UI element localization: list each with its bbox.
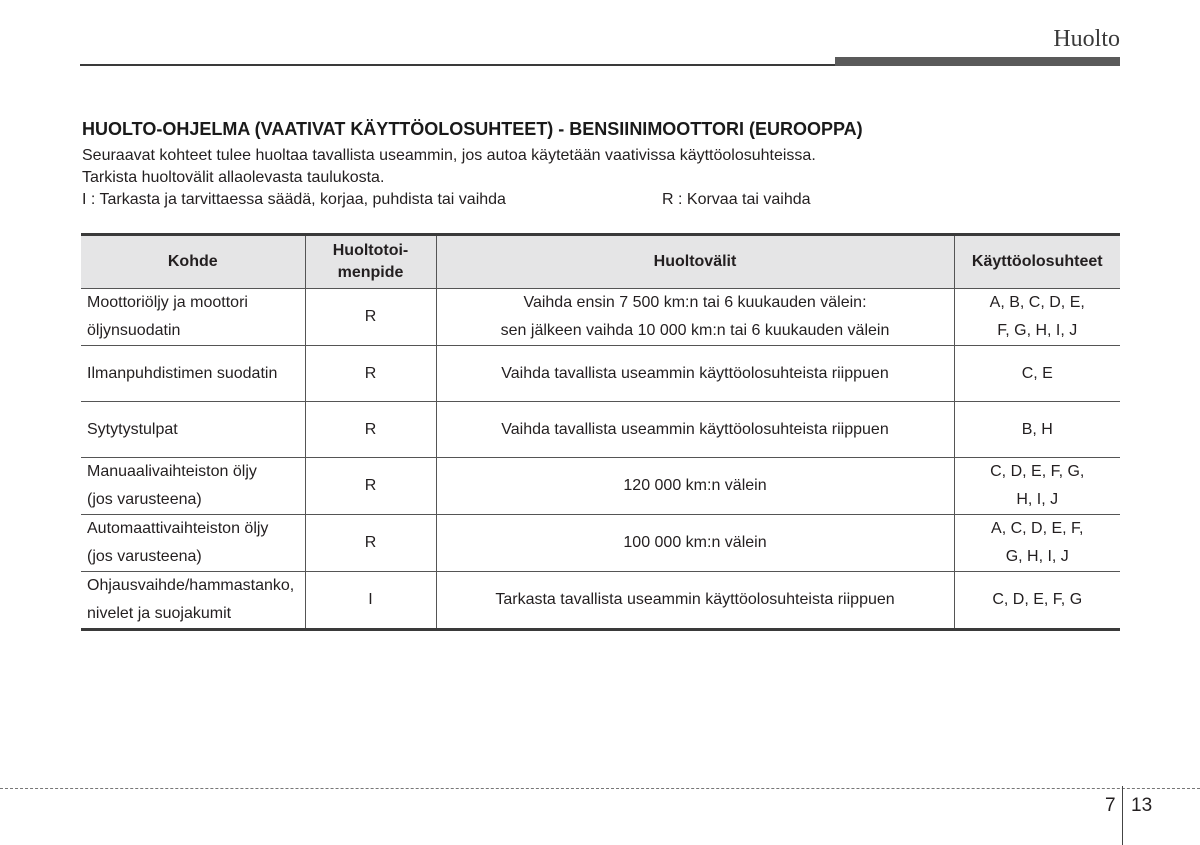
item-cell [81, 402, 305, 458]
item-cell [81, 515, 305, 572]
conditions-cell-line: C, D, E, F, G, [990, 463, 1085, 480]
conditions-cell-line: H, I, J [1016, 491, 1059, 508]
table-row [81, 289, 1120, 346]
page-number-separator [1122, 786, 1123, 845]
item-cell-line: Sytytystulpat [87, 420, 178, 438]
table-header-row [81, 235, 1120, 289]
operation-cell: R [305, 289, 436, 346]
item-cell [81, 289, 305, 346]
conditions-cell-line: C, D, E, F, G [992, 591, 1083, 608]
interval-cell-line: sen jälkeen vaihda 10 000 km:n tai 6 kuukauden välein [500, 322, 890, 339]
operation-cell: R [305, 402, 436, 458]
item-cell-line: (jos varusteena) [87, 491, 202, 508]
table-body [81, 289, 1120, 630]
table-row [81, 402, 1120, 458]
intro-line-2: Tarkista huoltovälit allaolevasta taulukosta. [82, 169, 385, 186]
item-cell-line: Ilmanpuhdistimen suodatin [87, 364, 278, 382]
item-cell-line: Manuaalivaihteiston öljy [87, 463, 257, 480]
operation-cell: R [305, 346, 436, 402]
chapter-number: 7 [1105, 795, 1116, 816]
header-operation-line-2: menpide [337, 264, 404, 281]
interval-cell-line: Vaihda tavallista useammin käyttöolosuhteista riippuen [501, 420, 889, 438]
interval-cell [436, 572, 954, 630]
table-row [81, 346, 1120, 402]
item-cell-line: (jos varusteena) [87, 548, 202, 565]
conditions-cell-line: G, H, I, J [1005, 548, 1069, 565]
legend-inspect: I : Tarkasta ja tarvittaessa säädä, korjaa, puhdista tai vaihda [82, 191, 506, 208]
page-heading: HUOLTO-OHJELMA (VAATIVAT KÄYTTÖOLOSUHTEET) - BENSIINIMOOTTORI (EUROOPPA) [82, 119, 863, 139]
header-operation [305, 235, 436, 289]
header-interval: Huoltovälit [436, 235, 954, 289]
conditions-cell-line: F, G, H, I, J [997, 322, 1078, 339]
header-conditions: Käyttöolosuhteet [954, 235, 1120, 289]
table-row [81, 572, 1120, 630]
legend-replace: R : Korvaa tai vaihda [662, 191, 811, 208]
interval-cell [436, 402, 954, 458]
footer-dashed-rule [0, 788, 1200, 789]
conditions-cell-line: C, E [1021, 364, 1053, 382]
interval-cell-line: Tarkasta tavallista useammin käyttöolosuhteista riippuen [495, 591, 895, 608]
item-cell [81, 458, 305, 515]
interval-cell-line: Vaihda tavallista useammin käyttöolosuhteista riippuen [501, 364, 889, 382]
header-operation-line-1: Huoltotoi- [332, 242, 409, 259]
conditions-cell-line: A, C, D, E, F, [991, 520, 1084, 537]
conditions-cell [954, 572, 1120, 630]
interval-cell [436, 458, 954, 515]
item-cell-line: nivelet ja suojakumit [87, 605, 232, 622]
conditions-cell [954, 402, 1120, 458]
conditions-cell-line: B, H [1021, 420, 1053, 438]
header-rule-thin [80, 64, 835, 66]
interval-cell [436, 346, 954, 402]
conditions-cell-line: A, B, C, D, E, [989, 294, 1085, 311]
conditions-cell [954, 289, 1120, 346]
interval-cell-line: 100 000 km:n välein [623, 534, 767, 551]
section-title: Huolto [1053, 26, 1120, 52]
item-cell [81, 572, 305, 630]
page-number: 13 [1131, 795, 1153, 816]
item-cell [81, 346, 305, 402]
interval-cell-line: 120 000 km:n välein [623, 477, 767, 494]
interval-cell-line: Vaihda ensin 7 500 km:n tai 6 kuukauden välein: [523, 294, 867, 311]
interval-cell [436, 515, 954, 572]
item-cell-line: öljynsuodatin [87, 322, 181, 339]
header-item: Kohde [81, 235, 305, 289]
intro-line-1: Seuraavat kohteet tulee huoltaa tavallista useammin, jos autoa käytetään vaativissa käyttöolosuhteissa. [82, 147, 816, 164]
item-cell-line: Moottoriöljy ja moottori [87, 294, 248, 311]
header-rule-thick [835, 57, 1120, 66]
item-cell-line: Ohjausvaihde/hammastanko, [87, 577, 295, 594]
maintenance-table [81, 233, 1120, 631]
conditions-cell [954, 346, 1120, 402]
operation-cell: R [305, 515, 436, 572]
interval-cell [436, 289, 954, 346]
conditions-cell [954, 458, 1120, 515]
table-row [81, 458, 1120, 515]
operation-cell: I [305, 572, 436, 630]
operation-cell: R [305, 458, 436, 515]
table-row [81, 515, 1120, 572]
item-cell-line: Automaattivaihteiston öljy [87, 520, 269, 537]
conditions-cell [954, 515, 1120, 572]
